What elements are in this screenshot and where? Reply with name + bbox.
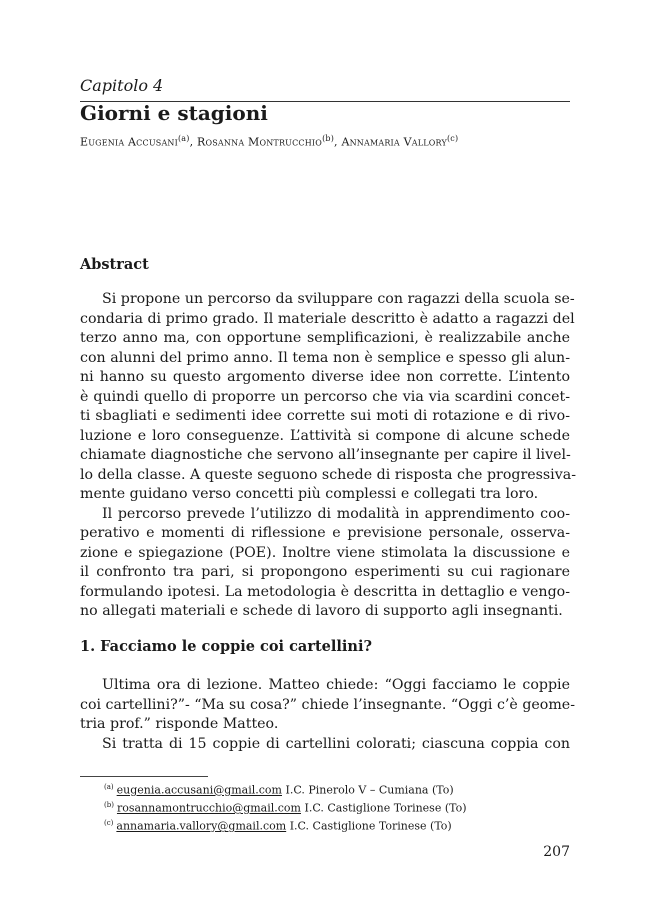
- text-line: chiamate diagnostiche che servono all’insegnante per capire il livel-: [80, 447, 571, 463]
- author-name: Eugenia Accusani: [80, 135, 178, 149]
- text-line: è quindi quello di proporre un percorso che via via scardini concet-: [80, 388, 570, 405]
- footnote-affiliation: I.C. Pinerolo V – Cumiana (To): [285, 783, 454, 797]
- email-link[interactable]: rosannamontrucchio@gmail.com: [116, 801, 301, 815]
- chapter-label: Capitolo 4: [80, 76, 164, 95]
- text-line: perativo e momenti di riflessione e previsione personale, osserva-: [80, 525, 570, 541]
- text-line: luzione e loro conseguenze. L’attività si compone di alcune schede: [80, 427, 570, 444]
- author-list: Eugenia Accusani$^{(a)}$, Rosanna Montrucchio$^{(b)}$, Annamaria Vallory$^{(c)}$: [80, 134, 459, 149]
- text-line: ni hanno su questo argomento diverse idee non corrette. L’intento: [80, 369, 570, 385]
- chapter-title: Giorni e stagioni: [80, 101, 268, 125]
- text-line: con alunni del primo anno. Il tema non è semplice e spesso gli alun-: [80, 349, 570, 366]
- text-line: lo della classe. A queste seguono schede di risposta che progressiva-: [80, 466, 576, 483]
- email-link[interactable]: annamaria.vallory@gmail.com: [116, 819, 287, 833]
- text-line: Ultima ora di lezione. Matteo chiede: “Oggi facciamo le coppie: [102, 677, 570, 693]
- text-line: zione e spiegazione (POE). Inoltre viene stimolata la discussione e: [80, 544, 570, 561]
- footnote: [104, 798, 467, 816]
- text-line: ti sbagliati e sedimenti idee corrette sui moti di rotazione e di rivo-: [80, 408, 570, 424]
- text-line: condaria di primo grado. Il materiale descritto è adatto a ragazzi del: [80, 310, 575, 327]
- footnote-affiliation: I.C. Castiglione Torinese (To): [304, 801, 467, 815]
- abstract-body: [80, 290, 576, 622]
- email-link[interactable]: eugenia.accusani@gmail.com: [116, 783, 282, 797]
- author-mark: (b): [322, 134, 335, 143]
- text-line: tria prof.” risponde Matteo.: [80, 716, 279, 732]
- text-line: mente guidano verso concetti più complessi e collegati tra loro.: [80, 486, 539, 502]
- text-line: Si tratta di 15 coppie di cartellini colorati; ciascuna coppia con: [102, 735, 570, 752]
- text-line: coi cartellini?”- “Ma su cosa?” chiede l’insegnante. “Oggi c’è geome-: [80, 696, 575, 713]
- text-line: il confronto tra pari, si propongono esperimenti su cui ragionare: [80, 564, 570, 580]
- author-mark: (c): [446, 134, 459, 143]
- text-line: formulando ipotesi. La metodologia è descritta in dettaglio e vengo-: [80, 583, 570, 600]
- author-name: Annamaria Vallory: [341, 135, 447, 149]
- footnote-affiliation: I.C. Castiglione Torinese (To): [289, 819, 452, 833]
- text-line: no allegati materiali e schede di lavoro di supporto agli insegnanti.: [80, 603, 563, 619]
- text-line: terzo anno ma, con opportune semplificazioni, è realizzabile anche: [80, 330, 570, 346]
- author-mark: (a): [177, 134, 190, 143]
- footnote-rule: [80, 776, 208, 777]
- footnote-mark: (b): [104, 801, 114, 810]
- text-line: Il percorso prevede l’utilizzo di modalità in apprendimento coo-: [102, 505, 570, 522]
- footnote: [104, 816, 467, 834]
- page-number: 207: [543, 844, 570, 860]
- footnote: [104, 780, 467, 798]
- footnotes: [104, 780, 467, 834]
- footnote-mark: (c): [104, 819, 114, 828]
- abstract-heading: Abstract: [80, 256, 149, 273]
- section-heading: 1. Facciamo le coppie coi cartellini?: [80, 638, 372, 655]
- section-body: [80, 676, 575, 754]
- author-name: Rosanna Montrucchio: [197, 135, 323, 149]
- text-line: Si propone un percorso da sviluppare con ragazzi della scuola se-: [102, 291, 575, 307]
- footnote-mark: (a): [104, 783, 114, 791]
